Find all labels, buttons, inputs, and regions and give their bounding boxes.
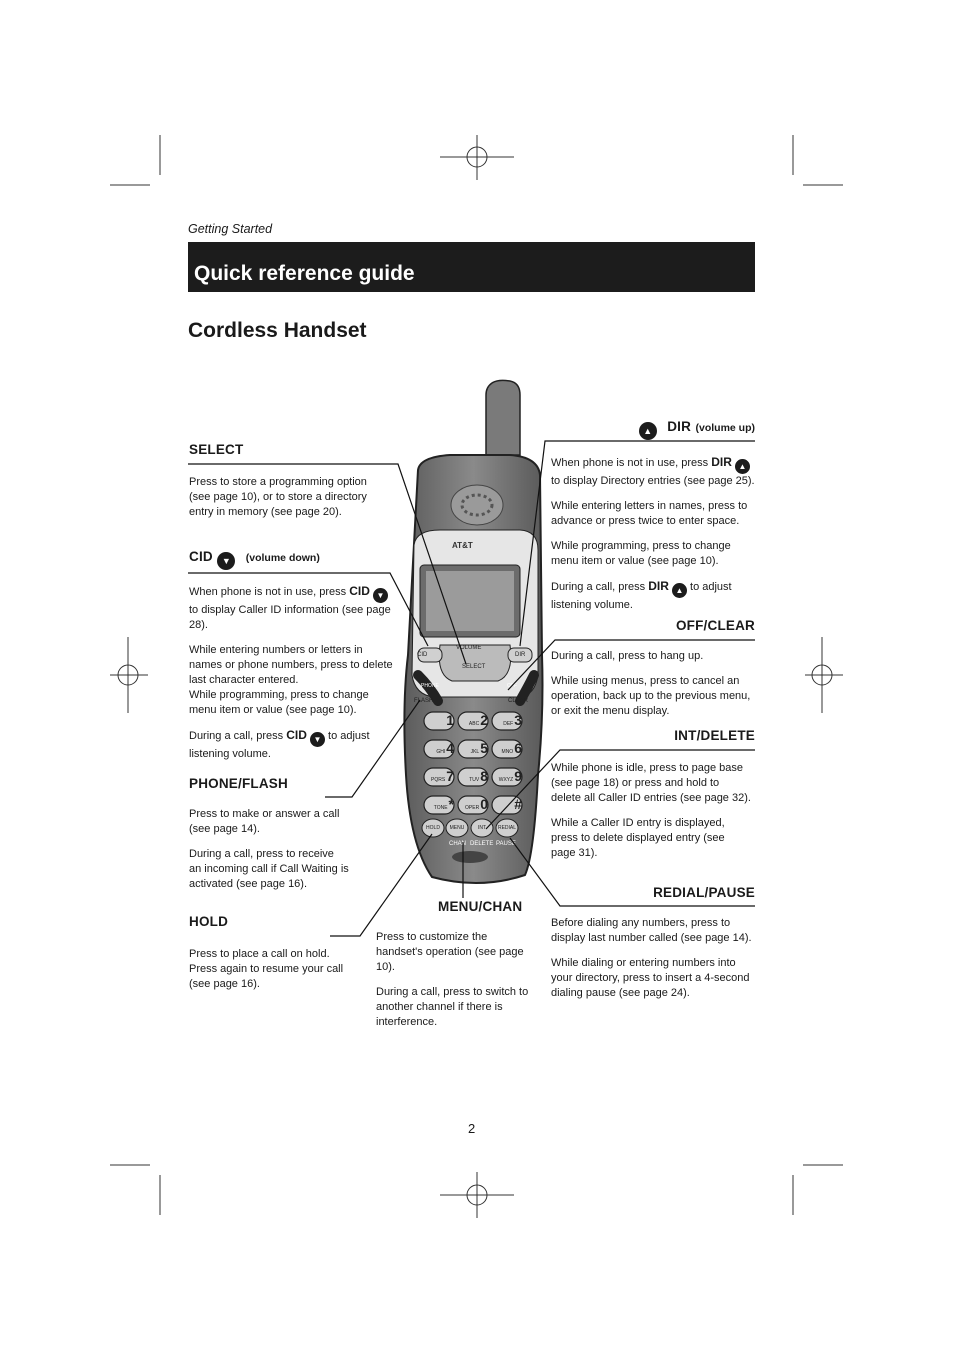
off-clear-p2: While using menus, press to cancel an operation, back up to the previous menu, or exit the menu display.: [551, 675, 751, 717]
int-delete-p2: While a Caller ID entry is displayed, press to delete displayed entry (see page 31).: [551, 817, 725, 859]
cid-p2: While entering numbers or letters in names or phone numbers, press to delete last character entered.: [189, 644, 393, 686]
bottom-key-label: MENU: [449, 825, 465, 831]
keypad-digit: 4: [446, 740, 454, 756]
bottom-key-label: INT: [477, 825, 487, 831]
cid-p4: During a call, press CID ▼ to adjust listening volume.: [189, 728, 370, 760]
cid-p1: When phone is not in use, press CID ▼ to display Caller ID information (see page 28).: [189, 584, 391, 631]
banner-title: Quick reference guide: [194, 262, 415, 285]
bottom-sub-label: PAUSE: [496, 841, 516, 847]
cid-note: (volume down): [245, 552, 320, 564]
dir-header: [555, 418, 755, 440]
dir-p3: While programming, press to change menu item or value (see page 10).: [551, 540, 731, 567]
dir-p2: While entering letters in names, press to advance or press twice to enter space.: [551, 500, 748, 527]
hold-heading: HOLD: [189, 914, 229, 929]
dir-text: [551, 455, 756, 623]
keypad-digit: 6: [514, 740, 522, 756]
phone-flash-text: [189, 807, 349, 902]
arrow-up-icon: ▲: [735, 459, 750, 474]
cid-p3: While programming, press to change menu item or value (see page 10).: [189, 689, 369, 716]
keypad-letters: ABC: [468, 721, 480, 727]
redial-pause-text: [551, 916, 756, 1011]
keypad-letters: TONE: [433, 805, 448, 811]
arrow-up-icon: ▲: [639, 422, 657, 440]
phone-clear-label: CLEAR: [508, 698, 529, 704]
select-text: [189, 475, 379, 530]
section-label: Getting Started: [188, 222, 273, 236]
menu-chan-p1: Press to customize the handset's operation (see page 10).: [376, 931, 524, 973]
keypad-digit: 3: [514, 712, 522, 728]
keypad-digit: #: [514, 796, 522, 812]
keypad-digit: 8: [480, 768, 488, 784]
bottom-sub-label: CHAN: [449, 841, 467, 847]
keypad-digit: *: [448, 796, 454, 812]
keypad-letters: WXYZ: [498, 777, 514, 783]
off-clear-heading: OFF/CLEAR: [675, 618, 755, 633]
brand-label: AT&T: [452, 541, 473, 550]
keypad-digit: 1: [446, 712, 454, 728]
phone-cid-label: CID: [417, 652, 428, 658]
select-desc: Press to store a programming option (see page 10), or to store a directory entry in memory (see page 20).: [189, 476, 367, 518]
redial-pause-p2: While dialing or entering numbers into your directory, press to insert a 4-second dialing pause (see page 24).: [551, 957, 750, 999]
phone-phone-label: PHONE: [421, 683, 439, 689]
cid-header: [189, 548, 320, 570]
phone-flash-label: FLASH: [414, 698, 434, 704]
arrow-up-icon: ▲: [672, 583, 687, 598]
keypad-letters: MNO: [501, 749, 514, 755]
dir-heading: DIR: [667, 419, 692, 434]
arrow-down-icon: ▼: [310, 732, 325, 747]
keypad-digit: 9: [514, 768, 522, 784]
page-title: Cordless Handset: [188, 319, 367, 342]
off-clear-p1: During a call, press to hang up.: [551, 650, 704, 662]
keypad-letters: OPER: [465, 805, 480, 811]
arrow-down-icon: ▼: [373, 588, 388, 603]
phone-dir-label: DIR: [515, 652, 526, 658]
dir-p1: When phone is not in use, press DIR ▲ to display Directory entries (see page 25).: [551, 455, 755, 487]
keypad-letters: GHI: [436, 749, 446, 755]
int-delete-p1: While phone is idle, press to page base (see page 18) or press and hold to delete all Caller ID entries (see page 32).: [551, 762, 751, 804]
select-heading: SELECT: [189, 442, 244, 457]
keypad-digit: 0: [480, 796, 488, 812]
cid-heading: CID: [189, 549, 213, 564]
phone-off-label: OFF: [507, 683, 517, 689]
hold-desc: Press to place a call on hold. Press again to resume your call (see page 16).: [189, 948, 344, 990]
volume-label: VOLUME: [456, 645, 482, 651]
phone-flash-heading: PHONE/FLASH: [189, 776, 288, 791]
keypad-letters: DEF: [503, 721, 514, 727]
keypad-letters: JKL: [470, 749, 480, 755]
keypad-digit: 7: [446, 768, 454, 784]
int-delete-heading: INT/DELETE: [674, 728, 755, 743]
off-clear-text: [551, 649, 751, 729]
dir-p4: During a call, press DIR ▲ to adjust listening volume.: [551, 579, 732, 611]
menu-chan-p2: During a call, press to switch to another channel if there is interference.: [376, 986, 529, 1028]
int-delete-text: [551, 761, 751, 871]
cid-text: [189, 584, 394, 772]
keypad-digit: 5: [480, 740, 488, 756]
phone-flash-p1: Press to make or answer a call (see page 14).: [189, 808, 340, 835]
keypad-letters: PQRS: [431, 777, 446, 783]
bottom-key-label: HOLD: [426, 825, 440, 831]
phone-flash-p2: During a call, press to receive an incoming call if Call Waiting is activated (see page 16).: [189, 848, 349, 890]
keypad-letters: TUV: [469, 777, 480, 783]
dir-note: (volume up): [695, 422, 755, 434]
hold-text: [189, 947, 344, 1002]
menu-chan-text: [376, 930, 536, 1040]
redial-pause-heading: REDIAL/PAUSE: [653, 885, 755, 900]
phone-select-label: SELECT: [462, 664, 486, 670]
menu-chan-heading: MENU/CHAN: [438, 899, 523, 914]
arrow-down-icon: ▼: [217, 552, 235, 570]
page-number: 2: [468, 1121, 476, 1136]
redial-pause-p1: Before dialing any numbers, press to display last number called (see page 14).: [551, 917, 752, 944]
bottom-sub-label: DELETE: [470, 841, 494, 847]
keypad-digit: 2: [480, 712, 488, 728]
bottom-key-label: REDIAL: [497, 825, 517, 831]
